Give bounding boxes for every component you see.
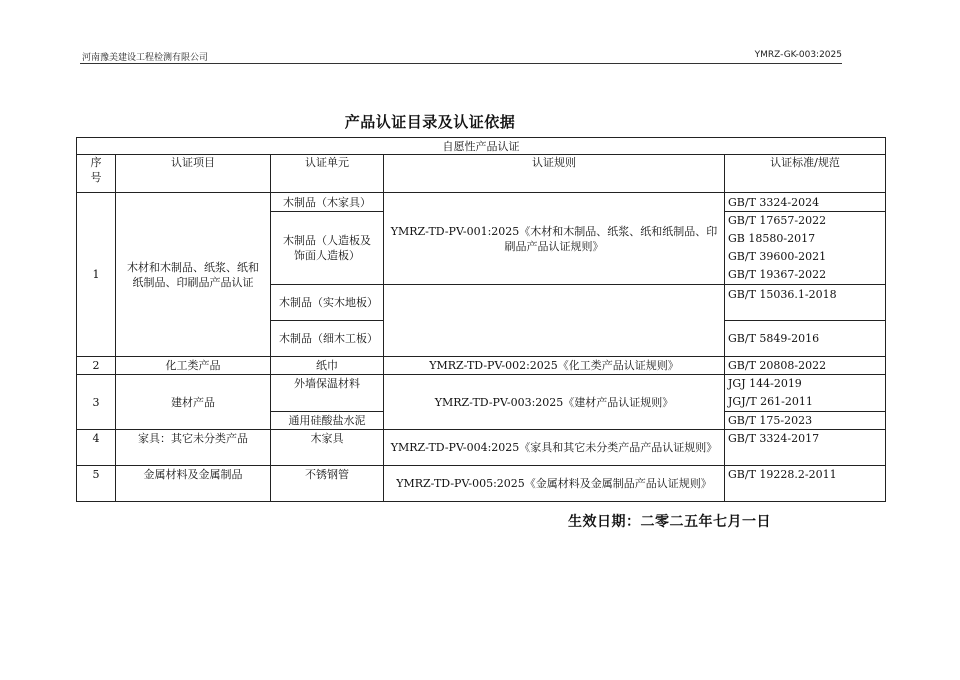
cert-standard: GB/T 3324-2024 — [725, 193, 886, 212]
column-header-project: 认证项目 — [116, 155, 271, 193]
cert-standard: GB 18580-2017 — [728, 232, 816, 245]
header-divider — [80, 63, 842, 64]
cert-rule: YMRZ-TD-PV-004:2025《家具和其它未分类产品产品认证规则》 — [384, 430, 725, 466]
cert-project: 金属材料及金属制品 — [116, 466, 271, 502]
certification-table — [76, 137, 886, 502]
row-number: 5 — [77, 466, 116, 502]
cert-project: 化工类产品 — [116, 357, 271, 375]
cert-standard: GB/T 19367-2022 — [728, 268, 827, 281]
cert-standard: GB/T 19228.2-2011 — [725, 466, 886, 502]
company-name: 河南豫美建设工程检测有限公司 — [82, 53, 209, 63]
column-header-no: 序号 — [77, 155, 116, 193]
row-number: 4 — [77, 430, 116, 466]
row-number: 1 — [77, 193, 116, 357]
row-number: 2 — [77, 357, 116, 375]
cert-standard: GB/T 15036.1-2018 — [725, 285, 886, 321]
cert-standard: GB/T 3324-2017 — [725, 430, 886, 466]
cert-standard: GB/T 5849-2016 — [725, 321, 886, 357]
cert-unit: 木制品（人造板及饰面人造板） — [271, 212, 384, 285]
table-row — [77, 193, 886, 212]
document-code: YMRZ-GK-003:2025 — [754, 50, 842, 60]
cert-rule: YMRZ-TD-PV-002:2025《化工类产品认证规则》 — [384, 357, 725, 375]
section-title-row — [77, 138, 886, 155]
cert-standard: GB/T 39600-2021 — [728, 250, 827, 263]
cert-project: 家具：其它未分类产品 — [116, 430, 271, 466]
cert-unit: 通用硅酸盐水泥 — [271, 412, 384, 430]
cert-unit: 不锈钢管 — [271, 466, 384, 502]
cert-unit: 木家具 — [271, 430, 384, 466]
cert-project: 木材和木制品、纸浆、纸和纸制品、印刷品产品认证 — [116, 193, 271, 357]
table-row — [77, 375, 886, 412]
cert-standard-list — [725, 375, 886, 412]
column-header-unit: 认证单元 — [271, 155, 384, 193]
cert-rule: YMRZ-TD-PV-001:2025《木材和木制品、纸浆、纸和纸制品、印刷品产品认证规则》 — [384, 193, 725, 285]
cert-unit: 木制品（实木地板） — [271, 285, 384, 321]
row-number: 3 — [77, 375, 116, 430]
table-row — [77, 430, 886, 466]
cert-unit: 纸巾 — [271, 357, 384, 375]
table-header-row — [77, 155, 886, 193]
cert-standard: JGJ 144-2019 — [728, 377, 802, 390]
column-header-standard: 认证标准/规范 — [725, 155, 886, 193]
table-row — [77, 357, 886, 375]
effective-date: 生效日期：二零二五年七月一日 — [568, 514, 771, 530]
cert-standard-list — [725, 212, 886, 285]
cert-rule: YMRZ-TD-PV-003:2025《建材产品认证规则》 — [384, 375, 725, 430]
document-title: 产品认证目录及认证依据 — [344, 113, 516, 131]
cert-standard: GB/T 175-2023 — [725, 412, 886, 430]
column-header-rule: 认证规则 — [384, 155, 725, 193]
table-row — [77, 466, 886, 502]
cert-standard: GB/T 17657-2022 — [728, 214, 827, 227]
cert-standard: JGJ/T 261-2011 — [728, 395, 813, 408]
cert-unit: 木制品（木家具） — [271, 193, 384, 212]
cert-rule: YMRZ-TD-PV-005:2025《金属材料及金属制品产品认证规则》 — [384, 466, 725, 502]
rule-blank-cell — [384, 285, 725, 357]
section-title: 自愿性产品认证 — [77, 138, 886, 155]
cert-unit: 外墙保温材料 — [271, 375, 384, 412]
cert-unit: 木制品（细木工板） — [271, 321, 384, 357]
cert-standard: GB/T 20808-2022 — [725, 357, 886, 375]
cert-project: 建材产品 — [116, 375, 271, 430]
